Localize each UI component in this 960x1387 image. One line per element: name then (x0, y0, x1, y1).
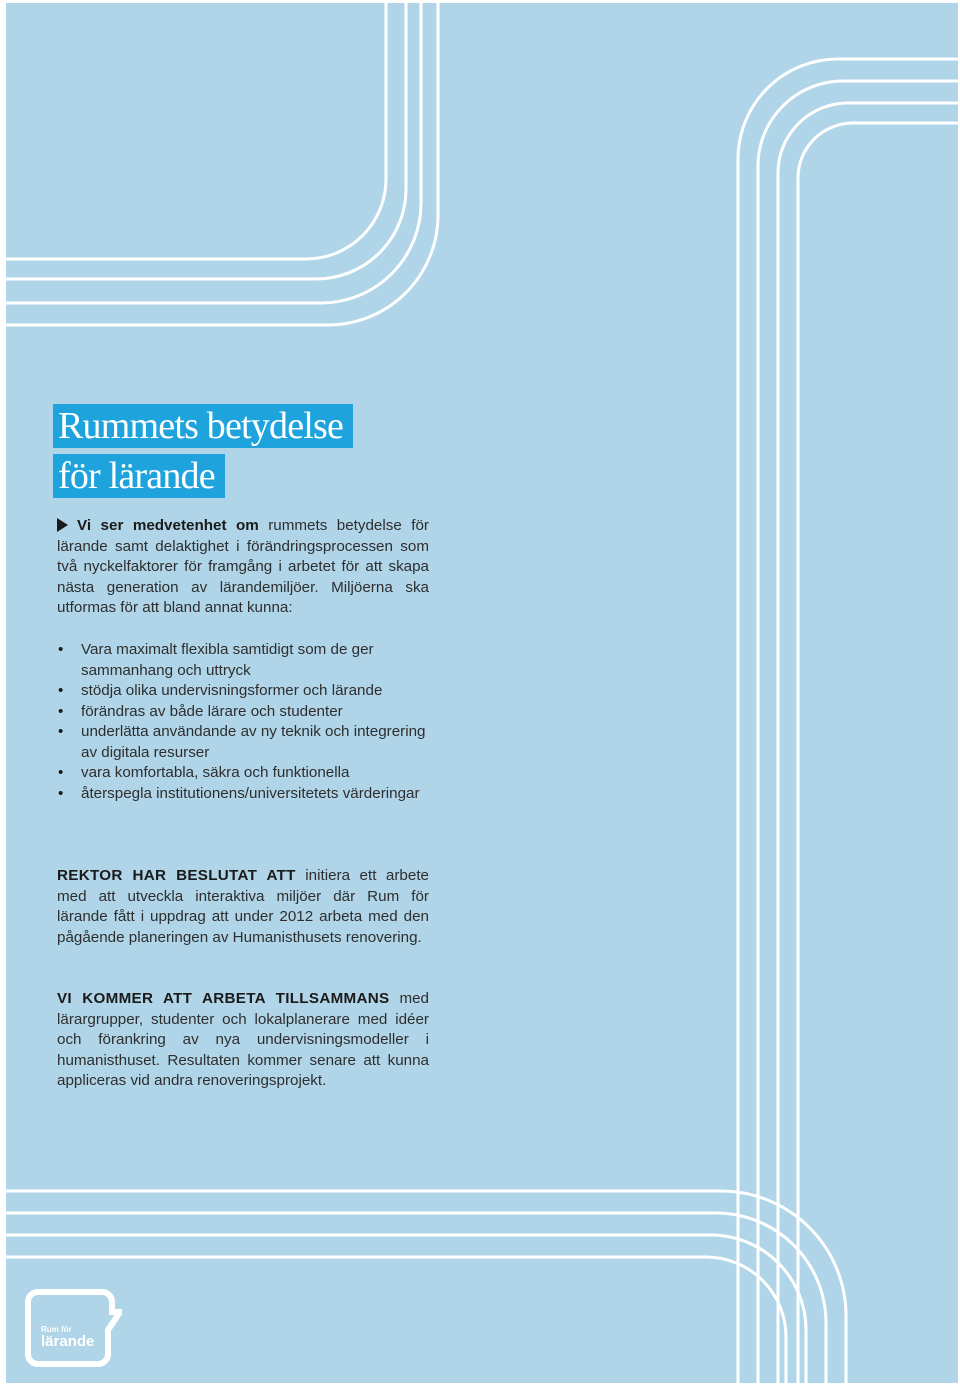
paragraph-rektor-lead: REKTOR HAR BESLUTAT ATT (57, 867, 296, 884)
title-line-1: Rummets betydelse (53, 404, 353, 448)
corner-line-8 (798, 123, 958, 1383)
intro-lead: Vi ser medvetenhet om (77, 517, 259, 534)
list-item: • förändras av både lärare och studenter (57, 702, 437, 723)
corner-line-10 (6, 1213, 826, 1383)
list-item: • återspegla institutionens/universitetets värderingar (57, 784, 437, 805)
paragraph-tillsammans (57, 989, 429, 1092)
page-title (53, 404, 353, 504)
list-item: • vara komfortabla, säkra och funktionella (57, 763, 437, 784)
corner-line-6 (758, 81, 958, 1383)
paragraph-rektor-text: initiera ett arbete med att utveckla interaktiva miljöer där Rum för lärande fått i uppdrag att under 2012 arbeta med den pågående planeringen av Humanisthusets renovering. (57, 867, 429, 946)
corner-line-9 (6, 1191, 846, 1383)
logo-big-text: lärande (41, 1333, 95, 1350)
intro-text: rummets betydelse för lärande samt delaktighet i förändringsprocessen som två nyckelfaktorer för framgång i arbetet för att skapa nästa generation av lärandemiljöer. Miljöerna ska utformas för att bland annat kunna: (57, 517, 429, 616)
intro-paragraph (57, 516, 429, 619)
corner-line-1 (6, 3, 386, 259)
paragraph-tillsammans-text: med lärargrupper, studenter och lokalplanerare med idéer och förankring av nya undervisningsmodeller i humanisthuset. Resultaten kommer senare att kunna appliceras vid andra renoveringsprojekt. (57, 990, 430, 1089)
corner-line-12 (6, 1257, 786, 1383)
paragraph-rektor (57, 866, 429, 948)
corner-line-2 (6, 3, 406, 279)
list-item: • Vara maximalt flexibla samtidigt som de ger sammanhang och uttryck (57, 640, 437, 681)
list-item: • underlätta användande av ny teknik och integrering av digitala resurser (57, 722, 437, 763)
page (6, 3, 958, 1383)
corner-line-5 (738, 59, 958, 1383)
logo-small-text: Rum för (41, 1325, 72, 1334)
bullet-list (57, 640, 437, 804)
corner-line-4 (6, 3, 438, 325)
title-line-2: för lärande (53, 454, 225, 498)
logo (41, 1325, 94, 1350)
paragraph-tillsammans-lead: VI KOMMER ATT ARBETA TILLSAMMANS (57, 990, 390, 1007)
list-item: • stödja olika undervisningsformer och lärande (57, 681, 437, 702)
arrow-icon (57, 518, 68, 532)
corner-line-7 (778, 103, 958, 1383)
